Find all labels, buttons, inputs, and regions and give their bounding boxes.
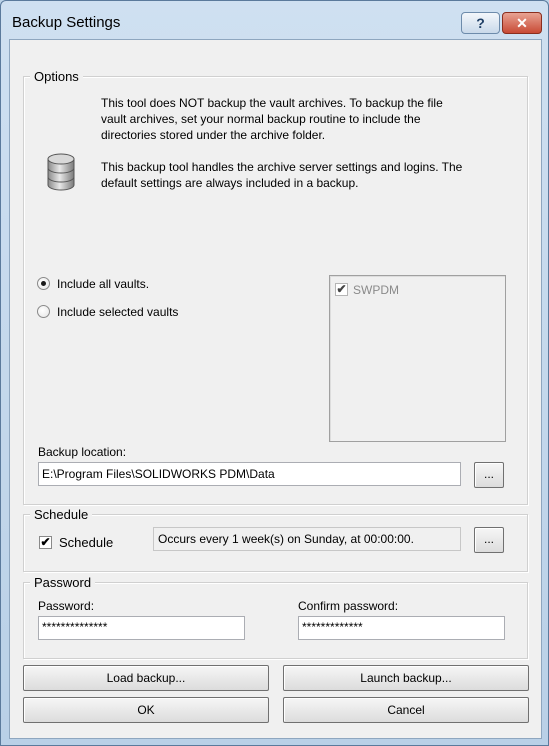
vault-list[interactable] (329, 275, 506, 442)
cancel-button[interactable]: Cancel (283, 697, 529, 723)
password-group (23, 575, 528, 659)
include-selected-vaults-label[interactable]: Include selected vaults (57, 305, 179, 319)
info-paragraph-1 (101, 95, 443, 143)
password-label: Password: (38, 599, 95, 613)
info-line: directories stored under the archive folder. (101, 128, 326, 142)
dialog-body (9, 39, 542, 739)
database-icon (46, 153, 76, 191)
info-line: default settings are always included in a backup. (101, 176, 359, 190)
schedule-group (23, 507, 528, 572)
schedule-checkbox[interactable]: ✔ (40, 535, 51, 549)
schedule-legend: Schedule (30, 507, 92, 522)
info-paragraph-2 (101, 159, 462, 191)
confirm-password-label: Confirm password: (298, 599, 399, 613)
include-selected-vaults-radio[interactable] (37, 305, 50, 318)
window-title: Backup Settings (12, 14, 121, 31)
options-legend: Options (30, 69, 83, 84)
close-button[interactable]: ✕ (502, 12, 542, 34)
include-all-vaults-label[interactable]: Include all vaults. (57, 277, 150, 291)
include-all-vaults-radio[interactable] (37, 277, 50, 290)
info-line: This backup tool handles the archive server settings and logins. The (101, 160, 463, 174)
edit-schedule-button[interactable]: ... (474, 527, 504, 553)
confirm-password-input[interactable]: ************* (298, 616, 505, 640)
load-backup-button[interactable]: Load backup... (23, 665, 269, 691)
schedule-label[interactable]: Schedule (59, 535, 114, 550)
password-input[interactable]: ************** (38, 616, 245, 640)
launch-backup-button[interactable]: Launch backup... (283, 665, 529, 691)
title-bar[interactable] (1, 1, 548, 39)
options-group (23, 69, 528, 505)
backup-location-label: Backup location: (38, 445, 127, 459)
info-line: vault archives, set your normal backup routine to include the (101, 112, 421, 126)
vault-name: SWPDM (353, 283, 399, 297)
help-button[interactable]: ? (461, 12, 500, 34)
vault-checkbox[interactable]: ✔ (336, 282, 347, 296)
browse-location-button[interactable]: ... (474, 462, 504, 488)
ok-button[interactable]: OK (23, 697, 269, 723)
info-line: This tool does NOT backup the vault archives. To backup the file (101, 96, 443, 110)
password-legend: Password (30, 575, 95, 590)
schedule-summary: Occurs every 1 week(s) on Sunday, at 00:00:00. (153, 527, 461, 551)
backup-location-input[interactable]: E:\Program Files\SOLIDWORKS PDM\Data (38, 462, 461, 486)
